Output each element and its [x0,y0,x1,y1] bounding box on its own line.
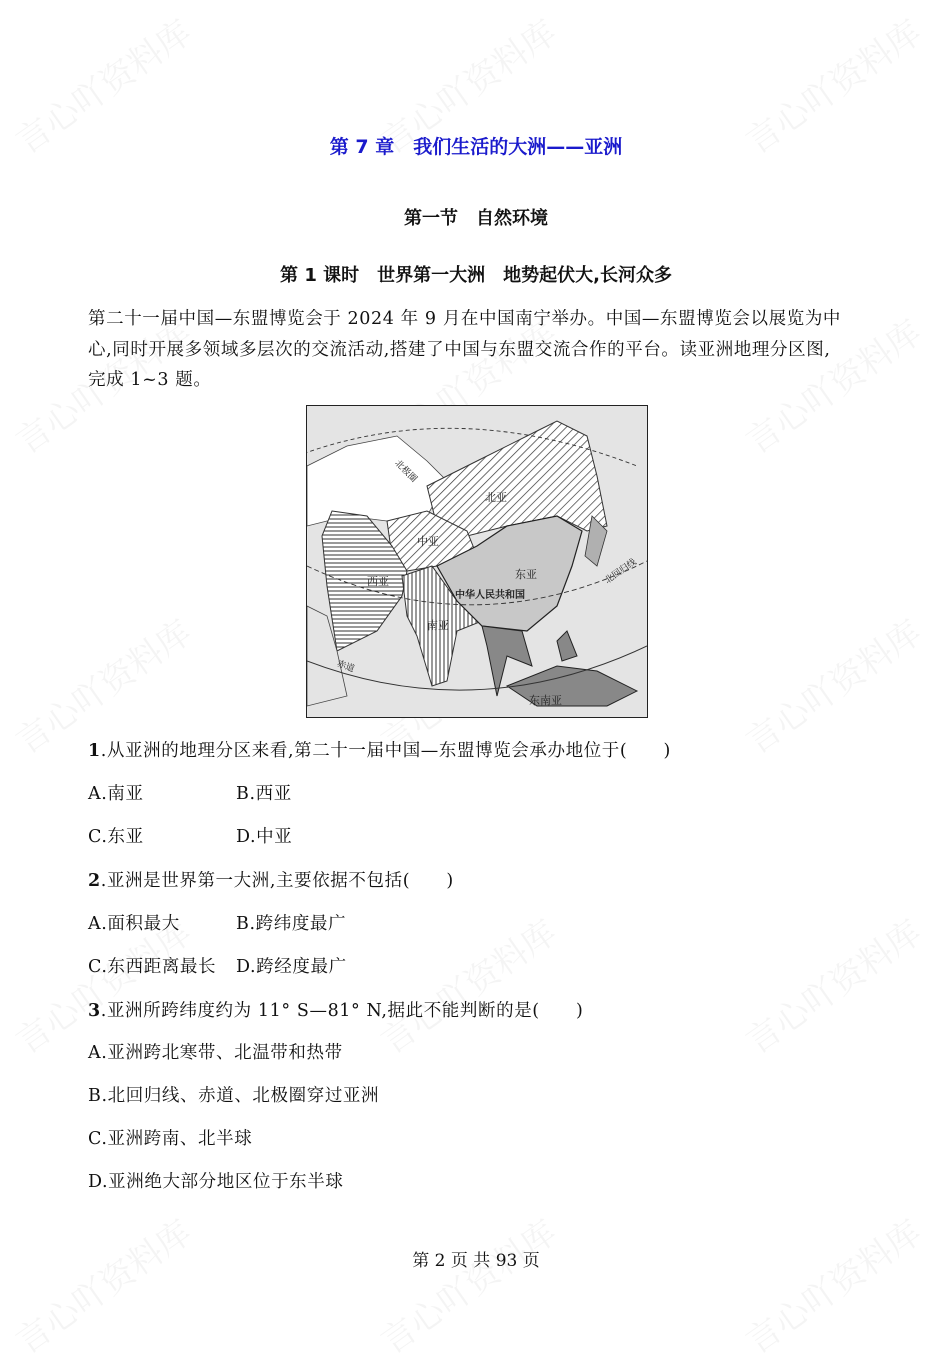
map-label-north-asia: 北亚 [485,491,507,504]
q2-option-c: C.东西距离最长 [88,957,217,977]
q1-option-a: A.南亚 [88,784,144,804]
map-label-china: 中华人民共和国 [455,590,525,601]
map-label-south-asia: 南亚 [427,619,449,632]
q1-option-d: D.中亚 [236,827,293,847]
page-footer: 第 2 页 共 93 页 [412,1251,540,1271]
map-label-equator: 赤道 [335,659,356,675]
watermark-text [4,1206,199,1363]
chapter-title: 第 7 章 我们生活的大洲——亚洲 [329,136,623,158]
map-label-tropic-of-cancer: 北回归线 [603,557,639,587]
north-asia-region [427,421,607,536]
map-label-east-asia: 东亚 [515,568,537,581]
watermark-text [734,906,929,1063]
map-label-arctic-circle: 北极圈 [392,458,419,485]
intro-line-2: 心,同时开展多领域多层次的交流活动,搭建了中国与东盟交流合作的平台。读亚洲地理分区图, [88,340,831,360]
intro-line-3: 完成 1~3 题。 [88,370,212,390]
question-3-stem: 3.亚洲所跨纬度约为 11° S—81° N,据此不能判断的是( ) [88,1001,584,1021]
q2-option-d: D.跨经度最广 [236,957,347,977]
question-1-stem: 1.从亚洲的地理分区来看,第二十一届中国—东盟博览会承办地位于( ) [88,741,671,761]
watermark-text [734,606,929,763]
map-graphic [307,406,647,717]
asia-regions-map [306,405,648,718]
watermark-text [369,906,564,1063]
map-label-southeast-asia: 东南亚 [529,694,562,707]
question-2-stem: 2.亚洲是世界第一大洲,主要依据不包括( ) [88,871,454,891]
q2-option-a: A.面积最大 [88,914,180,934]
question-number: 3 [88,1001,101,1021]
watermark-text [734,1206,929,1363]
map-label-west-asia: 西亚 [367,575,389,588]
q3-option-d: D.亚洲绝大部分地区位于东半球 [88,1172,344,1192]
question-number: 2 [88,871,101,891]
section-title: 第一节 自然环境 [404,208,548,229]
q1-option-b: B.西亚 [236,784,292,804]
lesson-title: 第 1 课时 世界第一大洲 地势起伏大,长河众多 [280,265,672,286]
q3-option-a: A.亚洲跨北寒带、北温带和热带 [88,1043,343,1063]
q1-option-c: C.东亚 [88,827,144,847]
intro-line-1: 第二十一届中国—东盟博览会于 2024 年 9 月在中国南宁举办。中国—东盟博览会以展览为中 [88,309,842,329]
q3-option-c: C.亚洲跨南、北半球 [88,1129,253,1149]
q3-option-b: B.北回归线、赤道、北极圈穿过亚洲 [88,1086,380,1106]
watermark-text [369,1206,564,1363]
map-label-central-asia: 中亚 [417,535,439,548]
question-number: 1 [88,741,101,761]
q2-option-b: B.跨纬度最广 [236,914,347,934]
